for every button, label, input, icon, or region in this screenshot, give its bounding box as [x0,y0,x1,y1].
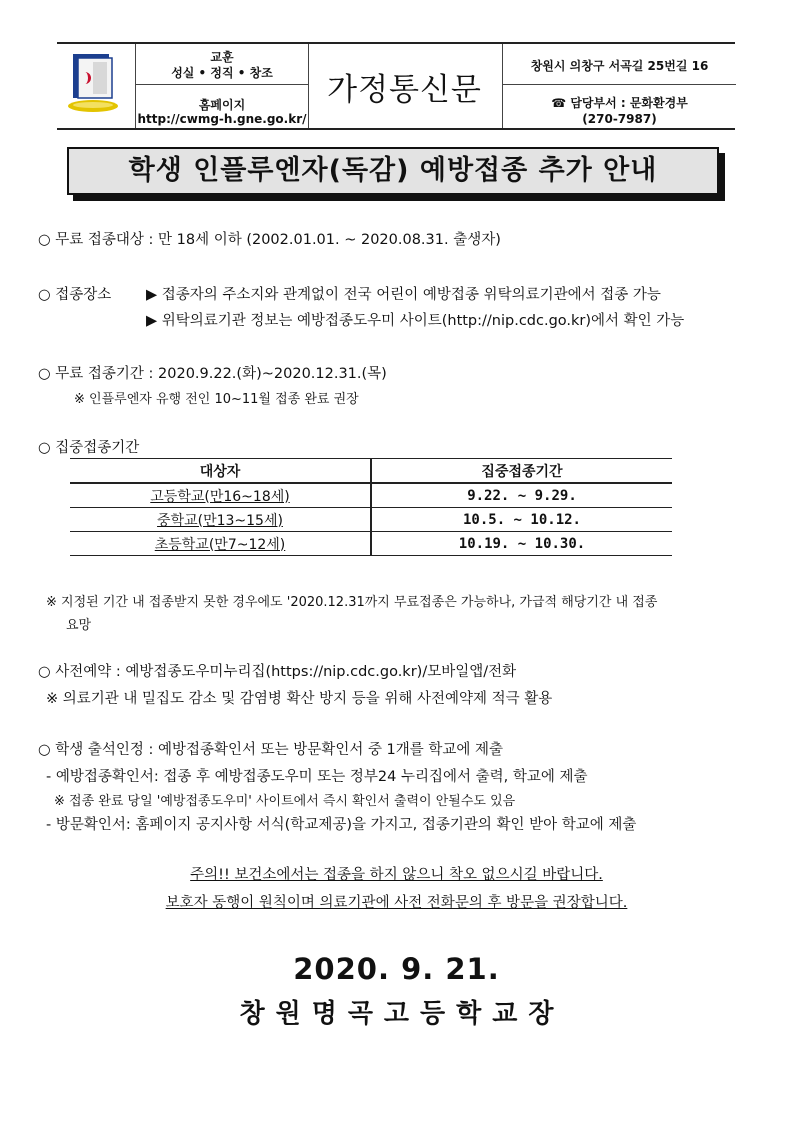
school-logo-icon [66,52,120,114]
homepage-url[interactable]: http://cwmg-h.gne.go.kr/ [137,112,307,126]
schedule-table [70,458,672,556]
attendance-option-1: - 예방접종확인서: 접종 후 예방접종도우미 또는 정부24 누리집에서 출력, 학교에 제출 [46,769,588,785]
motto-text: 성실 • 정직 • 창조 [171,66,273,80]
department: ☎ 담당부서 : 문화환경부 [551,96,688,110]
warning-health-center: 주의!! 보건소에서는 접종을 하지 않으니 착오 없으시길 바랍니다. [190,867,603,883]
issue-date: 2020. 9. 21. [293,952,500,986]
table-row [70,508,672,532]
address-panel [502,44,736,128]
address-divider [503,84,736,85]
newsletter-title: 가정통신문 [327,72,482,108]
table-cell-period: 9.22. ~ 9.29. [371,483,672,508]
vaccination-period: ○ 무료 접종기간 : 2020.9.22.(화)~2020.12.31.(목) [38,366,387,382]
vaccination-place-2: ▶ 위탁의료기관 정보는 예방접종도우미 사이트(http://nip.cdc.go.kr)에서 확인 가능 [146,313,685,329]
vaccination-place-label: ○ 접종장소 [38,287,112,303]
table-cell-target: 중학교(만13~15세) [70,508,371,532]
reservation-info: ○ 사전예약 : 예방접종도우미누리집(https://nip.cdc.go.kr)/모바일앱/전화 [38,664,517,680]
attendance-option-2: - 방문확인서: 홈페이지 공지사항 서식(학교제공)을 가지고, 접종기관의 확인 받아 학교에 제출 [46,817,637,833]
table-header-period: 집중접종기간 [371,459,672,484]
table-header-target: 대상자 [70,459,371,484]
vaccination-target: ○ 무료 접종대상 : 만 18세 이하 (2002.01.01. ~ 2020.08.31. 출생자) [38,232,501,248]
phone-number: (270-7987) [582,112,657,126]
table-cell-target: 초등학교(만7~12세) [70,532,371,556]
vaccination-period-note: ※ 인플루엔자 유행 전인 10~11월 접종 완료 권장 [74,392,359,407]
late-vaccination-note: ※ 지정된 기간 내 접종받지 못한 경우에도 '2020.12.31까지 무료접종은 가능하나, 가급적 해당기간 내 접종 [46,595,658,610]
homepage-label: 홈페이지 [198,98,246,112]
attendance-option-1-note: ※ 접종 완료 당일 '예방접종도우미' 사이트에서 즉시 확인서 출력이 안될수도 있음 [54,794,516,809]
table-cell-target: 고등학교(만16~18세) [70,483,371,508]
focus-period-label: ○ 집중접종기간 [38,440,140,456]
table-row [70,483,672,508]
page-title: 학생 인플루엔자(독감) 예방접종 추가 안내 [67,147,719,195]
table-cell-period: 10.19. ~ 10.30. [371,532,672,556]
table-row [70,532,672,556]
header-bottom-rule [57,128,735,130]
motto-divider [136,84,308,85]
reservation-note: ※ 의료기관 내 밀집도 감소 및 감염병 확산 방지 등을 위해 사전예약제 적극 활용 [46,691,553,707]
signature-principal: 창원명곡고등학교장 [239,999,565,1029]
warning-guardian: 보호자 동행이 원칙이며 의료기관에 사전 전화문의 후 방문을 권장합니다. [165,895,628,911]
school-address: 창원시 의창구 서곡길 25번길 16 [530,59,709,73]
motto-panel [135,44,309,128]
motto-title: 교훈 [210,50,234,64]
late-vaccination-note-cont: 요망 [66,618,92,633]
table-header-row [70,459,672,484]
attendance-info: ○ 학생 출석인정 : 예방접종확인서 또는 방문확인서 중 1개를 학교에 제출 [38,742,504,758]
vaccination-place-1: ▶ 접종자의 주소지와 관계없이 전국 어린이 예방접종 위탁의료기관에서 접종 가능 [146,287,661,303]
table-cell-period: 10.5. ~ 10.12. [371,508,672,532]
